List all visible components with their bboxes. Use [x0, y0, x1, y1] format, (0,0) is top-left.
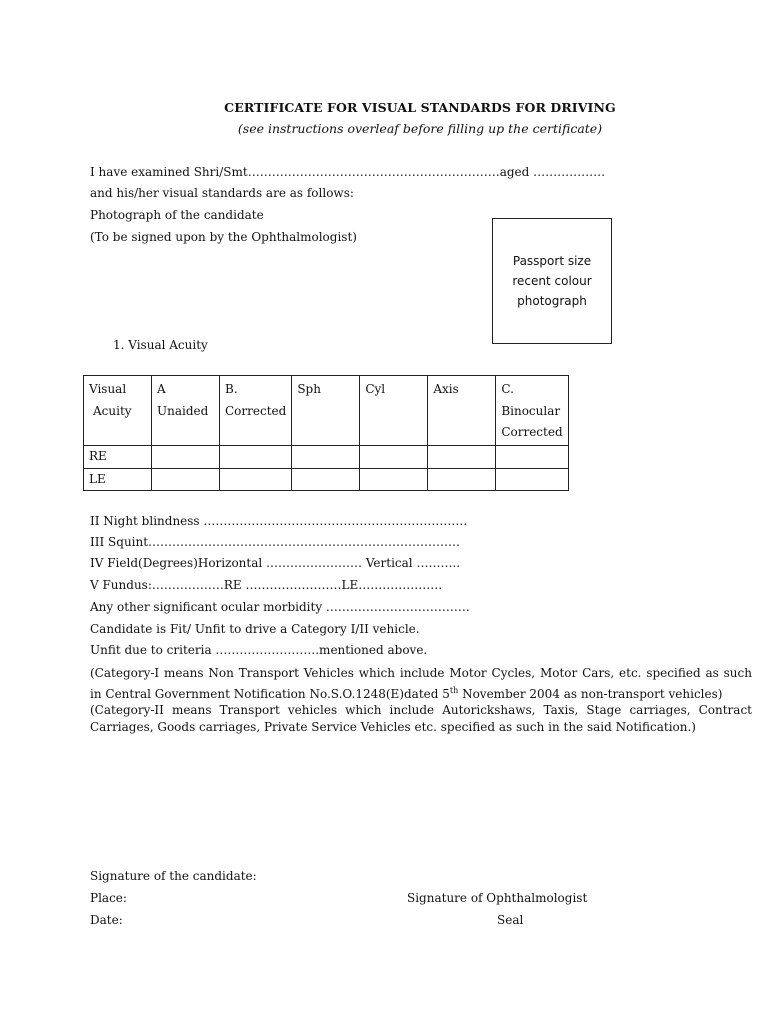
field-night-blindness: II Night blindness ………………………………………………………… [90, 514, 468, 528]
field-squint: III Squint…………………………………………………………………… [90, 535, 461, 549]
intro-line-signed: (To be signed upon by the Ophthalmologist) [90, 230, 357, 244]
header-sph: Sph [292, 376, 360, 446]
signature-ophthalmologist-label: Signature of Ophthalmologist [407, 891, 588, 905]
table-cell[interactable] [428, 468, 496, 491]
photo-box-line: recent colour [512, 274, 592, 288]
date-label: Date: [90, 913, 123, 927]
visual-acuity-table [83, 375, 569, 491]
table-cell[interactable] [496, 446, 568, 469]
field-fit-unfit: Candidate is Fit/ Unfit to drive a Category I/II vehicle. [90, 622, 420, 636]
intro-line-examined: I have examined Shri/Smt………………………………………………………aged ……………… [90, 165, 606, 179]
certificate-subtitle: (see instructions overleaf before filling up the certificate) [237, 121, 603, 136]
note-category-1: (Category-I means Non Transport Vehicles which include Motor Cycles, Motor Cars, etc. specified as such in Central Government Notification No.S.O.1248(E)dated 5th November 2004 as non-transport vehicles) [90, 666, 752, 701]
field-unfit-criteria: Unfit due to criteria ……………………..mentioned above. [90, 643, 428, 657]
note-category-2: (Category-II means Transport vehicles which include Autorickshaws, Taxis, Stage carriages, Contract Carriages, Goods carriages, Private Service Vehicles etc. specified as such in the said Notification.) [90, 703, 752, 734]
row-label-le: LE [84, 468, 152, 491]
header-binocular-corrected: C. Binocular Corrected [496, 376, 568, 446]
field-other-morbidity: Any other significant ocular morbidity ……………………………… [90, 600, 470, 614]
intro-line-photograph: Photograph of the candidate [90, 208, 264, 222]
place-label: Place: [90, 891, 127, 905]
table-cell[interactable] [152, 468, 220, 491]
header-unaided: A Unaided [152, 376, 220, 446]
table-cell[interactable] [496, 468, 568, 491]
field-visual-field: IV Field(Degrees)Horizontal …………………… Vertical ……….. [90, 556, 461, 570]
table-cell[interactable] [152, 446, 220, 469]
signature-candidate-label: Signature of the candidate: [90, 869, 257, 883]
certificate-title: CERTIFICATE FOR VISUAL STANDARDS FOR DRIVING [224, 100, 616, 115]
table-cell[interactable] [360, 468, 428, 491]
field-fundus: V Fundus:………………RE ……………………LE………………… [90, 578, 443, 592]
table-cell[interactable] [292, 468, 360, 491]
header-axis: Axis [428, 376, 496, 446]
photo-placeholder-box [492, 218, 612, 344]
photo-box-line: photograph [517, 294, 587, 308]
table-row [84, 468, 569, 491]
table-header-row [84, 376, 569, 446]
table-cell[interactable] [292, 446, 360, 469]
header-visual-acuity: Visual Acuity [84, 376, 152, 446]
row-label-re: RE [84, 446, 152, 469]
table-cell[interactable] [428, 446, 496, 469]
table-cell[interactable] [220, 468, 292, 491]
table-row [84, 446, 569, 469]
intro-line-standards: and his/her visual standards are as follows: [90, 186, 354, 200]
header-corrected: B. Corrected [220, 376, 292, 446]
table-cell[interactable] [220, 446, 292, 469]
table-cell[interactable] [360, 446, 428, 469]
section-visual-acuity: 1. Visual Acuity [113, 338, 208, 352]
seal-label: Seal [497, 913, 524, 927]
header-cyl: Cyl [360, 376, 428, 446]
photo-box-line: Passport size [512, 254, 592, 268]
